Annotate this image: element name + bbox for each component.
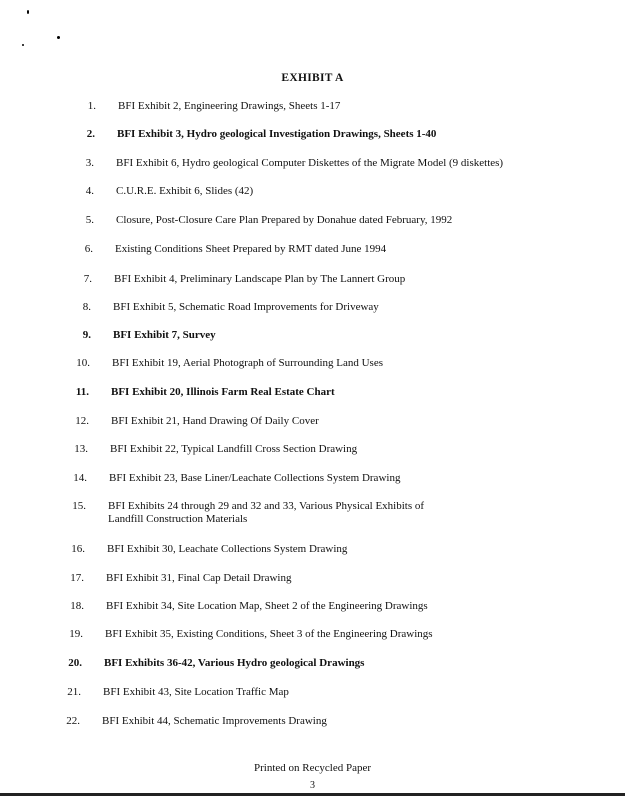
item-number: 20. — [68, 657, 82, 669]
item-text: BFI Exhibit 23, Base Liner/Leachate Collections System Drawing — [109, 472, 401, 484]
item-number: 9. — [82, 329, 91, 341]
item-number: 3. — [85, 157, 94, 169]
item-text: BFI Exhibit 21, Hand Drawing Of Daily Cover — [111, 415, 319, 427]
item-number: 15. — [72, 500, 86, 512]
item-text: BFI Exhibit 5, Schematic Road Improvements for Driveway — [113, 301, 379, 313]
item-text: BFI Exhibit 31, Final Cap Detail Drawing — [106, 572, 292, 584]
item-text: BFI Exhibit 2, Engineering Drawings, Sheets 1-17 — [118, 100, 341, 112]
item-text: Existing Conditions Sheet Prepared by RMT dated June 1994 — [115, 243, 387, 255]
page-title: EXHIBIT A — [281, 72, 344, 84]
item-number: 16. — [71, 543, 85, 555]
item-text: BFI Exhibit 4, Preliminary Landscape Plan by The Lannert Group — [114, 273, 406, 285]
item-text: BFI Exhibit 6, Hydro geological Computer Diskettes of the Migrate Model (9 diskettes) — [116, 157, 504, 169]
item-text: BFI Exhibit 3, Hydro geological Investigation Drawings, Sheets 1-40 — [117, 128, 437, 140]
item-text: Closure, Post-Closure Care Plan Prepared by Donahue dated February, 1992 — [116, 214, 453, 226]
item-text: BFI Exhibit 22, Typical Landfill Cross Section Drawing — [110, 443, 358, 455]
item-number: 21. — [67, 686, 81, 698]
item-text: BFI Exhibits 24 through 29 and 32 and 33, Various Physical Exhibits of — [108, 500, 425, 512]
item-text-continued: Landfill Construction Materials — [108, 513, 248, 525]
item-number: 17. — [70, 572, 84, 584]
item-text: BFI Exhibit 43, Site Location Traffic Map — [103, 686, 289, 698]
item-number: 10. — [76, 357, 90, 369]
scan-speck — [57, 36, 60, 39]
item-number: 14. — [73, 472, 87, 484]
item-text: BFI Exhibit 35, Existing Conditions, Sheet 3 of the Engineering Drawings — [105, 628, 433, 640]
scan-speck — [27, 10, 29, 14]
item-text: C.U.R.E. Exhibit 6, Slides (42) — [116, 185, 254, 197]
item-text: BFI Exhibit 20, Illinois Farm Real Estate Chart — [111, 386, 335, 398]
item-number: 6. — [84, 243, 93, 255]
item-number: 2. — [86, 128, 95, 140]
item-text: BFI Exhibit 44, Schematic Improvements Drawing — [102, 715, 327, 727]
item-number: 5. — [85, 214, 94, 226]
item-number: 4. — [85, 185, 94, 197]
item-number: 7. — [83, 273, 92, 285]
item-number: 13. — [74, 443, 88, 455]
footer-note: Printed on Recycled Paper — [254, 762, 371, 774]
scan-speck — [22, 44, 24, 46]
item-number: 8. — [82, 301, 91, 313]
scan-edge-line — [0, 793, 625, 796]
item-number: 11. — [75, 386, 89, 398]
item-number: 12. — [75, 415, 89, 427]
item-text: BFI Exhibit 30, Leachate Collections System Drawing — [107, 543, 348, 555]
item-number: 22. — [66, 715, 80, 727]
item-text: BFI Exhibit 7, Survey — [113, 329, 216, 341]
item-number: 1. — [87, 100, 96, 112]
item-text: BFI Exhibit 34, Site Location Map, Sheet 2 of the Engineering Drawings — [106, 600, 428, 612]
item-number: 18. — [70, 600, 84, 612]
page-number: 3 — [310, 780, 315, 791]
item-text: BFI Exhibit 19, Aerial Photograph of Surrounding Land Uses — [112, 357, 384, 369]
item-text: BFI Exhibits 36-42, Various Hydro geological Drawings — [104, 657, 365, 669]
item-number: 19. — [69, 628, 83, 640]
